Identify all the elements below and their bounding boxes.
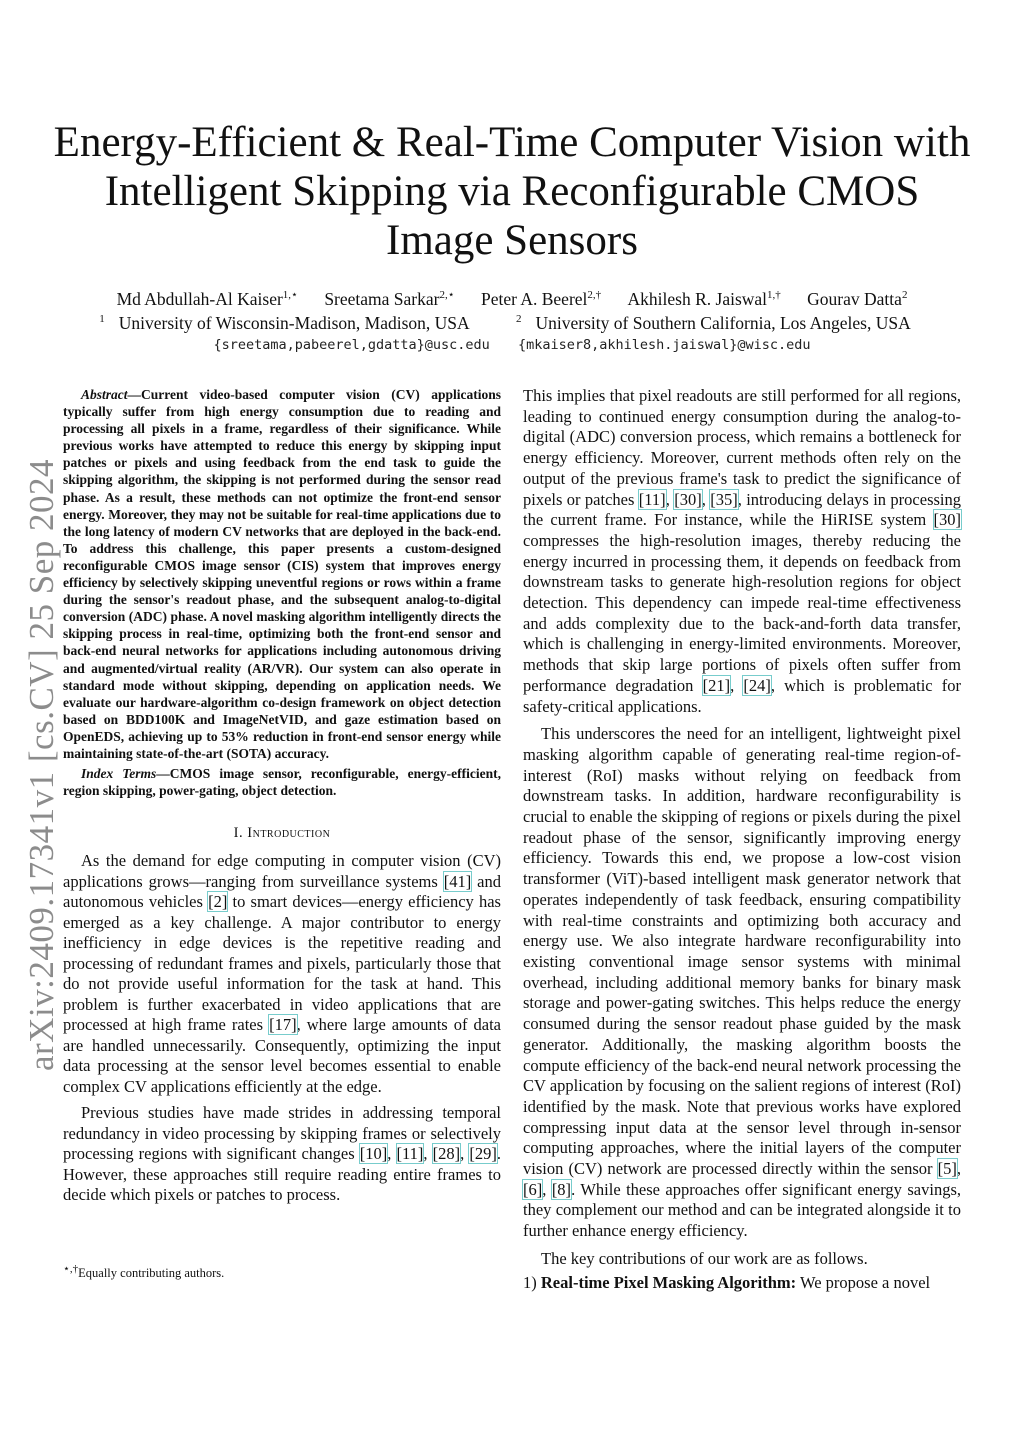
citation-link[interactable]: [10] (359, 1144, 388, 1164)
affiliation-list (40, 312, 984, 334)
intro-paragraph: As the demand for edge computing in computer vision (CV) applications grows—ranging from surveillance systems [41] and autonomous vehicles [2] to smart devices—energy efficiency has emerged as a key challenge. A major contributor to energy inefficiency in edge devices is the repetitive reading and processing of redundant frames and pixels, particularly those that do not provide useful information for the task at hand. This problem is further exacerbated in video applications that are processed at high frame rates [17], where large amounts of data are handled unnecessarily. Consequently, optimizing the input data processing at the sensor level becomes essential to enable complex CV applications efficiently at the edge. (63, 851, 502, 1096)
section-heading: I. Introduction (233, 825, 331, 842)
citation-link[interactable]: [29] (469, 1144, 497, 1164)
citation-link[interactable]: [21] (702, 675, 731, 695)
footnote: ⋆,†Equally contributing authors. (63, 1262, 225, 1280)
citation-link[interactable]: [11] (396, 1144, 424, 1164)
right-column (523, 386, 961, 1293)
email: {mkaiser8,akhilesh.jaiswal}@wisc.edu (517, 337, 811, 353)
citation-link[interactable]: [11] (638, 489, 666, 509)
citation-link[interactable]: [5] (937, 1159, 957, 1179)
citation-link[interactable]: [35] (710, 489, 738, 509)
intro-paragraph: Previous studies have made strides in addressing temporal redundancy in video processing by skipping frames or selectively processing regions with significant changes [10], [11], [28], [29]. However, these approaches still require reading entire frames to decide which pixels or patches to process. (63, 1103, 502, 1205)
paper-title: Energy-Efficient & Real-Time Computer Vision with Intelligent Skipping via Reconfigurable CMOS Image Sensors (53, 119, 971, 264)
contribution-item: 1) Real-time Pixel Masking Algorithm: We propose a novel (523, 1272, 931, 1292)
body-paragraph: The key contributions of our work are as follows. (541, 1248, 868, 1268)
citation-link[interactable]: [17] (269, 1015, 297, 1035)
author: Gourav Datta$^2$ (807, 289, 908, 309)
email: {sreetama,pabeerel,gdatta}@usc.edu (213, 337, 490, 353)
email-list (40, 337, 984, 353)
left-column (63, 386, 501, 1206)
author: Akhilesh R. Jaiswal$^{1,\dagger}$ (627, 289, 781, 309)
index-terms: Index Terms—CMOS image sensor, reconfigurable, energy-efficient, region skipping, power-gating, object detection. (63, 766, 501, 799)
body-paragraph: This implies that pixel readouts are still performed for all regions, leading to continued energy consumption during the analog-to-digital (ADC) conversion process, which remains a bottleneck for energy efficiency. Moreover, current methods often rely on the output of the previous frame's task to predict the significance of pixels or patches [11], [30], [35], introducing delays in processing the current frame. For instance, while the HiRISE system [30] compresses the high-resolution images, thereby reducing the energy incurred in processing them, it depends on feedback from downstream tasks to generate high-resolution regions for object detection. This dependency can impede real-time effectiveness and adds complexity due to the back-and-forth data transfer, which is challenging in energy-limited environments. Moreover, methods that skip large portions of pixels often suffer from performance degradation [21], [24], which is problematic for safety-critical applications. (523, 386, 962, 716)
author-list (40, 288, 984, 311)
author: Md Abdullah-Al Kaiser$^{1,⋆}$ (116, 289, 298, 309)
citation-link[interactable]: [30] (933, 510, 961, 530)
author: Sreetama Sarkar$^{2,⋆}$ (324, 289, 455, 309)
author: Peter A. Beerel$^{2,\dagger}$ (480, 289, 602, 309)
citation-link[interactable]: [41] (443, 871, 472, 891)
citation-link[interactable]: [2] (208, 892, 228, 912)
citation-link[interactable]: [8] (551, 1179, 572, 1199)
arxiv-identifier: arXiv:2409.17341v1 [cs.CV] 25 Sep 2024 (22, 458, 61, 1072)
affiliation: $^2$ University of Southern California, Los Angeles, USA (516, 313, 911, 333)
citation-link[interactable]: [6] (523, 1179, 543, 1199)
abstract: Abstract—Current video-based computer vision (CV) applications typically suffer from high energy consumption due to reading and processing all pixels in a frame, regardless of their significance. While previous works have attempted to reduce this energy by skipping input patches or pixels and using feedback from the end task to guide the skipping algorithm, the skipping is not performed during the sensor read phase. As a result, these methods can not optimize the front-end sensor energy. Moreover, they may not be suitable for real-time applications due to the long latency of modern CV networks that are deployed in the back-end. To address this challenge, this paper presents a custom-designed reconfigurable CMOS image sensor (CIS) system that improves energy efficiency by selectively skipping uneventful regions or rows within a frame during the sensor's readout phase, and the subsequent analog-to-digital conversion (ADC) phase. A novel masking algorithm intelligently directs the skipping process in real-time, optimizing both the front-end sensor and back-end neural networks for applications including autonomous driving and augmented/virtual reality (AR/VR). Our system can also operate in standard mode without skipping, depending on application needs. We evaluate our hardware-algorithm co-design framework on object detection based on BDD100K and ImageNetVID, and gaze estimation based on OpenEDS, achieving up to 53% reduction in front-end sensor energy while maintaining state-of-the-art (SOTA) accuracy. (63, 387, 501, 761)
body-paragraph: This underscores the need for an intelligent, lightweight pixel masking algorithm capable of generating real-time region-of-interest (RoI) masks without relying on feedback from downstream tasks. In addition, hardware reconfigurability is crucial to enable the skipping of regions or pixels during the pixel readout phase of the sensor, significantly improving energy efficiency. Towards this end, we propose a low-cost vision transformer (ViT)-based intelligent mask generator network that operates independently of task feedback, ensuring compatibility with real-time constraints and optimizing both accuracy and energy use. We also integrate hardware reconfigurability into existing conventional image sensor systems with minimal overhead, including additional memory banks for binary mask storage and power-gating switches. This helps reduce the energy consumed during the sensor readout phase guided by the mask generator. Additionally, the masking algorithm boosts the compute efficiency of the back-end neural network processing the CV application by focusing on the salient regions of interest (RoI) identified by the mask. Note that previous works have explored compressing input data at the sensor level through in-sensor computing approaches, where the initial layers of the computer vision (CV) network are processed directly within the sensor [5], [6], [8]. While these approaches offer significant energy savings, they complement our method and can be integrated alongside it to further enhance energy efficiency. (523, 724, 961, 1241)
citation-link[interactable]: [30] (674, 489, 702, 509)
citation-link[interactable]: [28] (432, 1144, 461, 1164)
affiliation: $^1$ University of Wisconsin-Madison, Madison, USA (99, 313, 470, 333)
citation-link[interactable]: [24] (743, 675, 771, 695)
